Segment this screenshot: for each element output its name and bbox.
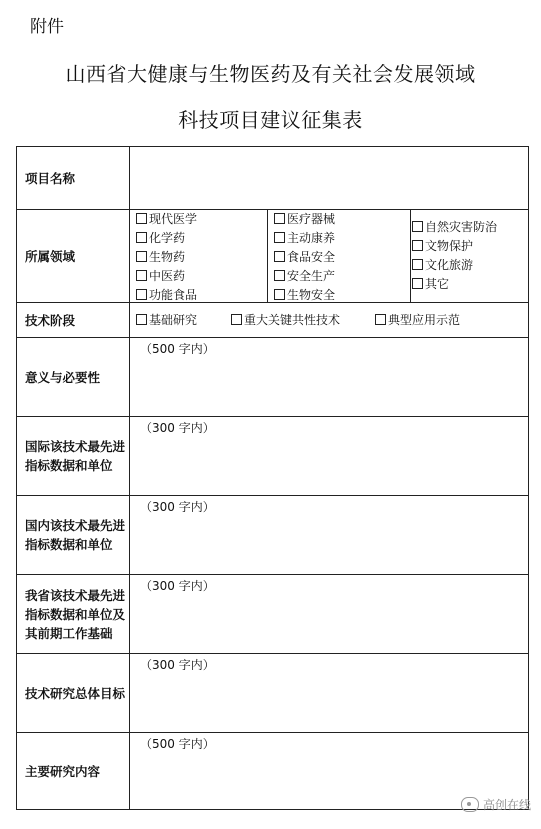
checkbox-icon[interactable] xyxy=(136,314,147,325)
row-stage xyxy=(17,303,529,338)
checkbox-icon[interactable] xyxy=(412,240,423,251)
field-option[interactable]: 现代医学 xyxy=(136,210,264,229)
field-option[interactable]: 文化旅游 xyxy=(412,256,540,275)
checkbox-icon[interactable] xyxy=(274,251,285,262)
field-options-col2 xyxy=(267,210,411,302)
goal-field[interactable] xyxy=(130,654,529,733)
field-option[interactable]: 中医药 xyxy=(136,267,264,286)
field-option[interactable]: 文物保护 xyxy=(412,237,540,256)
field-option[interactable]: 安全生产 xyxy=(274,267,410,286)
field-option[interactable]: 食品安全 xyxy=(274,248,410,267)
significance-field[interactable] xyxy=(130,338,529,417)
length-hint: （300 字内） xyxy=(140,500,215,514)
field-options-col3 xyxy=(412,210,540,302)
content-label: 主要研究内容 xyxy=(17,733,130,810)
proposal-form-table xyxy=(16,146,529,810)
checkbox-icon[interactable] xyxy=(274,232,285,243)
checkbox-icon[interactable] xyxy=(375,314,386,325)
wechat-icon xyxy=(461,797,479,812)
checkbox-icon[interactable] xyxy=(412,259,423,270)
length-hint: （300 字内） xyxy=(140,579,215,593)
row-project-name xyxy=(17,147,529,210)
domestic-label: 国内该技术最先进指标数据和单位 xyxy=(17,496,130,575)
field-label: 所属领域 xyxy=(17,210,130,303)
checkbox-icon[interactable] xyxy=(274,270,285,281)
field-options-cell xyxy=(130,210,529,303)
stage-option[interactable]: 典型应用示范 xyxy=(375,311,460,330)
row-content xyxy=(17,733,529,810)
stage-label: 技术阶段 xyxy=(17,303,130,338)
length-hint: （300 字内） xyxy=(140,658,215,672)
project-name-label: 项目名称 xyxy=(17,147,130,210)
checkbox-icon[interactable] xyxy=(274,289,285,300)
international-label: 国际该技术最先进指标数据和单位 xyxy=(17,417,130,496)
length-hint: （300 字内） xyxy=(140,421,215,435)
stage-option[interactable]: 基础研究 xyxy=(136,311,231,330)
row-province xyxy=(17,575,529,654)
field-option[interactable]: 医疗器械 xyxy=(274,210,410,229)
row-goal xyxy=(17,654,529,733)
stage-option[interactable]: 重大关键共性技术 xyxy=(231,311,375,330)
watermark-text: 高创在线 xyxy=(482,798,531,812)
checkbox-icon[interactable] xyxy=(231,314,242,325)
checkbox-icon[interactable] xyxy=(136,270,147,281)
checkbox-icon[interactable] xyxy=(136,289,147,300)
length-hint: （500 字内） xyxy=(140,737,215,751)
province-label: 我省该技术最先进指标数据和单位及其前期工作基础 xyxy=(17,575,130,654)
row-field xyxy=(17,210,529,303)
page-title-line1: 山西省大健康与生物医药及有关社会发展领域 xyxy=(65,62,476,86)
length-hint: （500 字内） xyxy=(140,342,215,356)
page-title-line2: 科技项目建议征集表 xyxy=(178,108,363,132)
row-domestic xyxy=(17,496,529,575)
project-name-field[interactable] xyxy=(130,147,529,210)
international-field[interactable] xyxy=(130,417,529,496)
row-significance xyxy=(17,338,529,417)
checkbox-icon[interactable] xyxy=(412,278,423,289)
watermark xyxy=(461,796,531,813)
checkbox-icon[interactable] xyxy=(274,213,285,224)
field-option[interactable]: 生物药 xyxy=(136,248,264,267)
stage-options-cell xyxy=(130,303,529,338)
checkbox-icon[interactable] xyxy=(136,232,147,243)
goal-label: 技术研究总体目标 xyxy=(17,654,130,733)
domestic-field[interactable] xyxy=(130,496,529,575)
row-international xyxy=(17,417,529,496)
field-option[interactable]: 化学药 xyxy=(136,229,264,248)
checkbox-icon[interactable] xyxy=(412,221,423,232)
significance-label: 意义与必要性 xyxy=(17,338,130,417)
checkbox-icon[interactable] xyxy=(136,213,147,224)
field-options-col1 xyxy=(136,210,264,302)
checkbox-icon[interactable] xyxy=(136,251,147,262)
field-option[interactable]: 其它 xyxy=(412,275,540,294)
province-field[interactable] xyxy=(130,575,529,654)
field-option[interactable]: 生物安全 xyxy=(274,286,410,305)
attachment-label: 附件 xyxy=(30,17,64,37)
field-option[interactable]: 功能食品 xyxy=(136,286,264,305)
field-option[interactable]: 自然灾害防治 xyxy=(412,218,540,237)
field-option[interactable]: 主动康养 xyxy=(274,229,410,248)
